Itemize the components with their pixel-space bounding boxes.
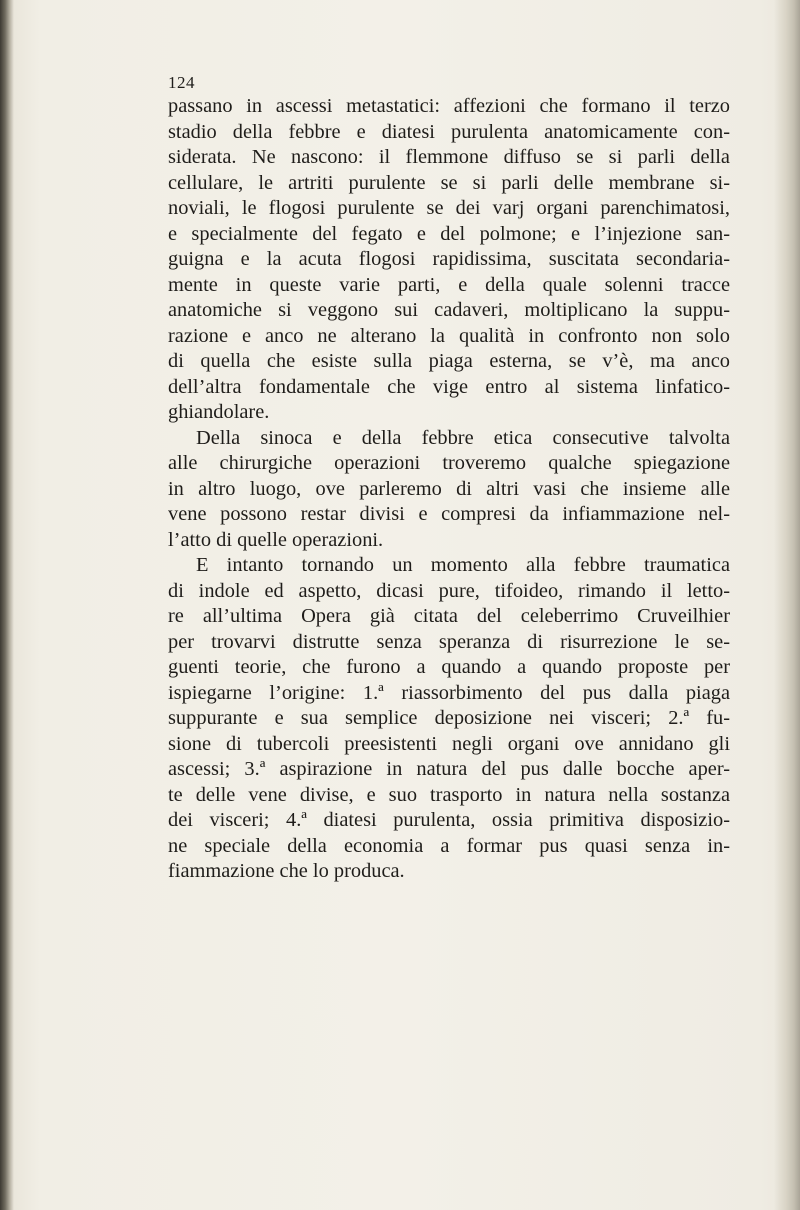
text-line: passano in ascessi metastatici: affezioni che formano il terzo: [168, 95, 730, 117]
text-line: te delle vene divise, e suo trasporto in natura nella sostanza: [168, 783, 730, 806]
text-line: ascessi; 3.ª aspirazione in natura del pus dalle bocche aper-: [168, 758, 730, 780]
text-line: ne speciale della economia a formar pus quasi senza in-: [168, 834, 730, 857]
text-line: guigna e la acuta flogosi rapidissima, suscitata secondaria-: [168, 248, 730, 270]
text-line: dell’altra fondamentale che vige entro al sistema linfatico-: [168, 375, 730, 398]
text-line: l’atto di quelle operazioni.: [168, 528, 384, 551]
body-text: [168, 94, 730, 885]
text-line: re all’ultima Opera già citata del celeberrimo Cruveilhier: [168, 605, 730, 627]
text-line: E intanto tornando un momento alla febbre traumatica: [196, 554, 730, 576]
text-line: vene possono restar divisi e compresi da infiammazione nel-: [168, 503, 730, 525]
text-line: ispiegarne l’origine: 1.ª riassorbimento del pus dalla piaga: [168, 681, 730, 704]
text-line: Della sinoca e della febbre etica consecutive talvolta: [196, 426, 730, 449]
text-line: alle chirurgiche operazioni troveremo qualche spiegazione: [168, 452, 730, 474]
text-line: suppurante e sua semplice deposizione nei visceri; 2.ª fu-: [168, 707, 730, 729]
text-line: guenti teorie, che furono a quando a quando proposte per: [168, 656, 730, 678]
text-line: anatomiche si veggono sui cadaveri, moltiplicano la suppu-: [168, 299, 730, 321]
text-line: cellulare, le artriti purulente se si parli delle membrane si-: [168, 171, 730, 194]
text-line: per trovarvi distrutte senza speranza di risurrezione le se-: [168, 630, 730, 653]
text-line: di indole ed aspetto, dicasi pure, tifoideo, rimando il letto-: [168, 579, 730, 602]
text-line: sione di tubercoli preesistenti negli organi ove annidano gli: [168, 732, 730, 755]
text-line: ghiandolare.: [168, 401, 270, 423]
text-line: siderata. Ne nascono: il flemmone diffuso se si parli della: [168, 146, 730, 168]
text-line: razione e anco ne alterano la qualità in confronto non solo: [168, 324, 730, 347]
text-line: di quella che esiste sulla piaga esterna, se v’è, ma anco: [168, 350, 730, 372]
page-binding-shadow-left: [0, 0, 14, 1210]
text-line: e specialmente del fegato e del polmone; e l’injezione san-: [168, 222, 730, 245]
text-line: mente in queste varie parti, e della quale solenni tracce: [168, 273, 730, 296]
text-line: dei visceri; 4.ª diatesi purulenta, ossia primitiva disposizio-: [168, 809, 730, 831]
text-line: noviali, le flogosi purulente se dei varj organi parenchimatosi,: [168, 197, 730, 219]
page-edge-shadow-right: [774, 0, 800, 1210]
text-line: in altro luogo, ove parleremo di altri vasi che insieme alle: [168, 477, 730, 500]
page-number: 124: [168, 73, 195, 92]
text-line: fiammazione che lo produca.: [168, 860, 405, 882]
text-line: stadio della febbre e diatesi purulenta anatomicamente con-: [168, 120, 730, 143]
